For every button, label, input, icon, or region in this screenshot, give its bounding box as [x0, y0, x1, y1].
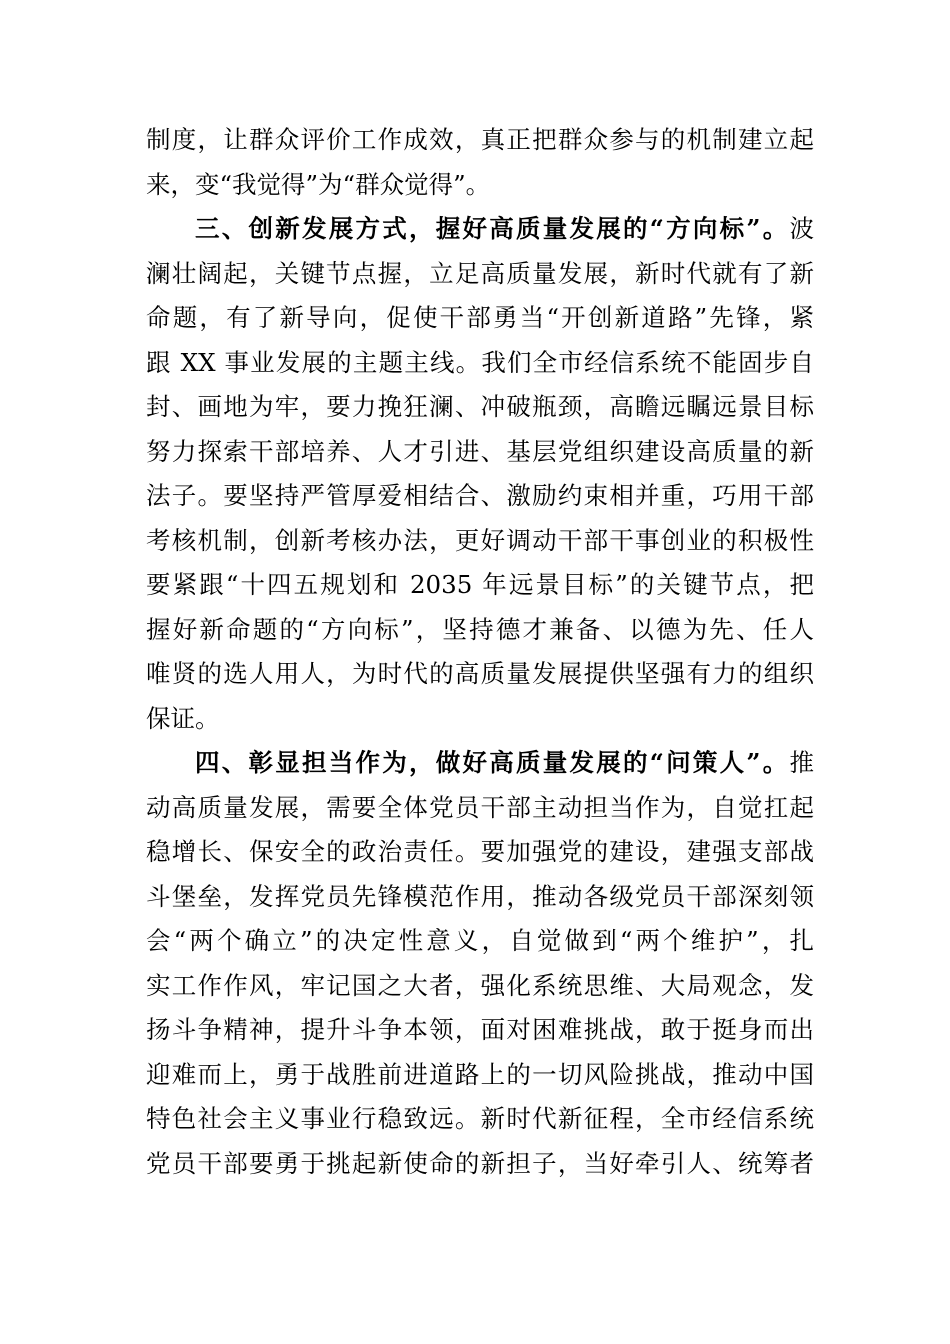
paragraph-line: 斗堡垒，发挥党员先锋模范作用，推动各级党员干部深刻领	[146, 881, 814, 911]
paragraph-line: 努力探索干部培养、人才引进、基层党组织建设高质量的新	[146, 436, 814, 466]
paragraph-line: 迎难而上，勇于战胜前进道路上的一切风险挑战，推动中国	[146, 1059, 814, 1089]
paragraph-line: 会“两个确立”的决定性意义，自觉做到“两个维护”，扎	[146, 926, 814, 955]
paragraph-line: 扬斗争精神，提升斗争本领，面对困难挑战，敢于挺身而出	[146, 1015, 814, 1044]
paragraph-line: 考核机制，创新考核办法，更好调动干部干事创业的积极性	[146, 525, 814, 555]
section-four-heading: 四、彰显担当作为，做好高质量发展的“问策人”。	[195, 748, 790, 777]
paragraph-line: 来，变“我觉得”为“群众觉得”。	[146, 169, 491, 199]
paragraph-line: 动高质量发展，需要全体党员干部主动担当作为，自觉扛起	[146, 792, 814, 822]
paragraph-line: 要紧跟“十四五规划和 2035 年远景目标”的关键节点，把	[146, 570, 814, 599]
paragraph-line: 稳增长、保安全的政治责任。要加强党的建设，建强支部战	[146, 837, 814, 866]
paragraph-line: 党员干部要勇于挑起新使命的新担子，当好牵引人、统筹者	[146, 1148, 814, 1178]
paragraph-text: 波	[789, 214, 814, 243]
paragraph-line: 封、画地为牢，要力挽狂澜、冲破瓶颈，高瞻远瞩远景目标	[146, 392, 814, 421]
paragraph-line: 跟 XX 事业发展的主题主线。我们全市经信系统不能固步自	[146, 347, 814, 377]
section-three-first-line	[146, 207, 814, 252]
paragraph-line: 握好新命题的“方向标”，坚持德才兼备、以德为先、任人	[146, 614, 814, 644]
section-three-heading: 三、创新发展方式，握好高质量发展的“方向标”。	[195, 214, 790, 243]
paragraph-line: 保证。	[146, 703, 220, 733]
paragraph-line: 实工作作风，牢记国之大者，强化系统思维、大局观念，发	[146, 970, 814, 1000]
paragraph-line: 唯贤的选人用人，为时代的高质量发展提供坚强有力的组织	[146, 659, 814, 688]
paragraph-line: 澜壮阔起，关键节点握，立足高质量发展，新时代就有了新	[146, 258, 814, 288]
paragraph-line: 法子。要坚持严管厚爱相结合、激励约束相并重，巧用干部	[146, 481, 814, 510]
paragraph-line: 制度，让群众评价工作成效，真正把群众参与的机制建立起	[146, 125, 814, 154]
document-body	[146, 118, 814, 1186]
section-four-first-line	[146, 741, 814, 786]
paragraph-line: 特色社会主义事业行稳致远。新时代新征程，全市经信系统	[146, 1104, 814, 1133]
paragraph-text: 推	[789, 748, 814, 777]
paragraph-line: 命题，有了新导向，促使干部勇当“开创新道路”先锋，紧	[146, 303, 814, 332]
